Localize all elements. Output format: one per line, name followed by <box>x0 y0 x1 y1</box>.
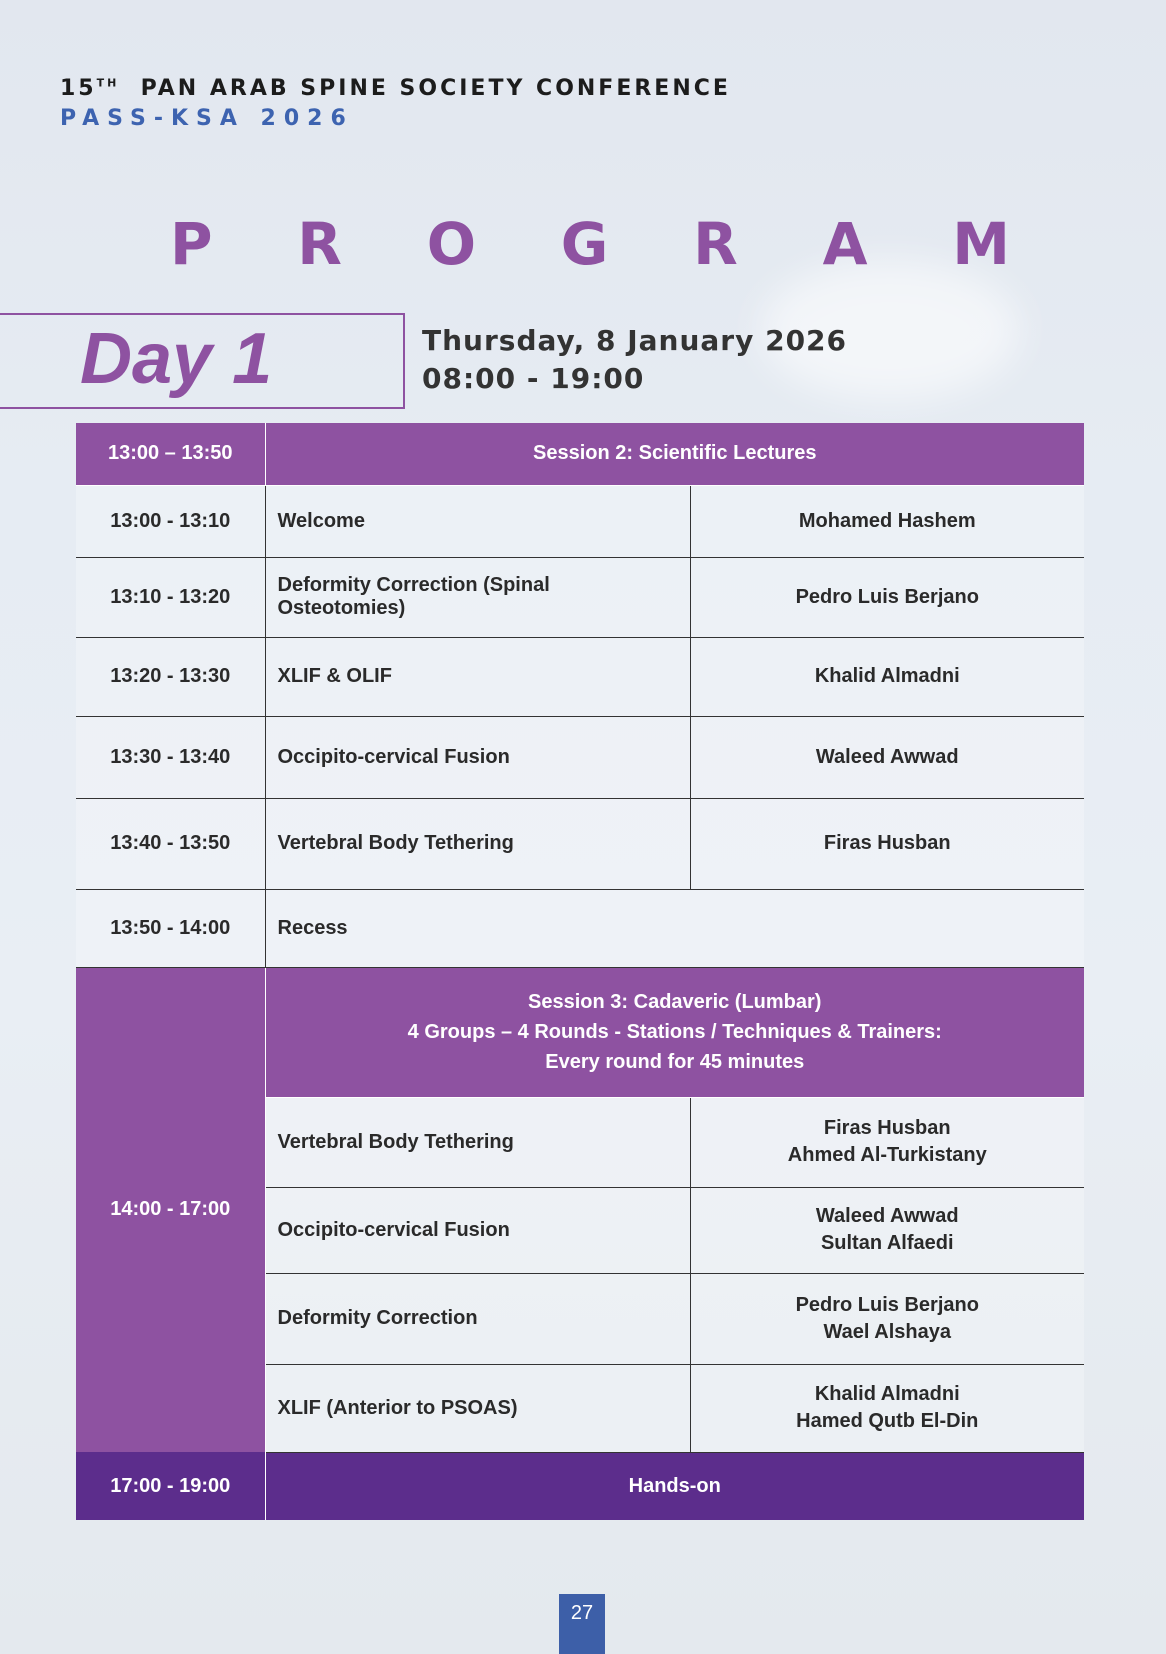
title-line: 4 Groups – 4 Rounds - Stations / Techniques & Trainers: <box>407 1021 942 1043</box>
time: 17:00 - 19:00 <box>76 1452 265 1520</box>
trainer: Pedro Luis Berjano <box>795 1293 979 1316</box>
letter: M <box>952 210 1010 278</box>
trainer: Hamed Qutb El-Din <box>796 1410 979 1432</box>
day-date <box>422 322 847 398</box>
table-row <box>76 716 1084 798</box>
trainers <box>690 1097 1084 1187</box>
time: 13:40 - 13:50 <box>76 798 265 889</box>
handson-row <box>76 1452 1084 1520</box>
trainer: Sultan Alfaedi <box>820 1232 954 1254</box>
trainers <box>690 1364 1084 1452</box>
table-row <box>76 557 1084 637</box>
day-label: Day 1 <box>80 319 273 399</box>
letter: G <box>560 210 609 278</box>
time: 13:00 – 13:50 <box>76 423 265 485</box>
topic: Deformity Correction <box>265 1273 690 1364</box>
letter: P <box>170 210 213 278</box>
conference-title: 15TH PAN ARAB SPINE SOCIETY CONFERENCE <box>60 76 731 101</box>
trainer: Waleed Awwad <box>815 1205 959 1227</box>
speaker: Mohamed Hashem <box>690 485 1084 557</box>
title-line: Every round for 45 minutes <box>545 1051 805 1073</box>
topic: Vertebral Body Tethering <box>265 1097 690 1187</box>
topic: Vertebral Body Tethering <box>265 798 690 889</box>
topic: Occipito-cervical Fusion <box>265 716 690 798</box>
time: 13:30 - 13:40 <box>76 716 265 798</box>
date: Thursday, 8 January 2026 <box>422 324 848 357</box>
speaker: Khalid Almadni <box>690 637 1084 716</box>
trainer: Wael Alshaya <box>823 1320 951 1343</box>
session-header-row <box>76 967 1084 1097</box>
letter: O <box>426 210 477 278</box>
title-line: Session 3: Cadaveric (Lumbar) <box>528 991 822 1013</box>
speaker: Pedro Luis Berjano <box>690 557 1084 637</box>
letter: A <box>822 210 868 278</box>
letter: R <box>693 210 738 278</box>
program-heading <box>170 210 1010 278</box>
table-row <box>76 798 1084 889</box>
time: 13:50 - 14:00 <box>76 889 265 967</box>
time: 14:00 - 17:00 <box>76 967 265 1452</box>
table-row <box>76 485 1084 557</box>
session-title <box>265 967 1084 1097</box>
time: 13:20 - 13:30 <box>76 637 265 716</box>
speaker: Waleed Awwad <box>690 716 1084 798</box>
topic: Occipito-cervical Fusion <box>265 1187 690 1273</box>
session-header-row <box>76 423 1084 485</box>
recess-row <box>76 889 1084 967</box>
recess-label: Recess <box>265 889 1084 967</box>
hours: 08:00 - 19:00 <box>422 362 645 395</box>
table-row <box>76 637 1084 716</box>
trainers <box>690 1187 1084 1273</box>
topic: Welcome <box>265 485 690 557</box>
letter: R <box>297 210 342 278</box>
trainer: Ahmed Al-Turkistany <box>787 1144 987 1166</box>
trainer: Firas Husban <box>823 1117 951 1139</box>
time: 13:00 - 13:10 <box>76 485 265 557</box>
schedule-table <box>76 423 1084 1520</box>
trainers <box>690 1273 1084 1364</box>
topic: XLIF (Anterior to PSOAS) <box>265 1364 690 1452</box>
page-number: 27 <box>559 1594 605 1654</box>
handson-label: Hands-on <box>265 1452 1084 1520</box>
topic: XLIF & OLIF <box>265 637 690 716</box>
trainer: Khalid Almadni <box>814 1383 960 1405</box>
session-title: Session 2: Scientific Lectures <box>265 423 1084 485</box>
time: 13:10 - 13:20 <box>76 557 265 637</box>
topic: Deformity Correction (Spinal Osteotomies) <box>265 557 690 637</box>
speaker: Firas Husban <box>690 798 1084 889</box>
conference-subtitle: PASS-KSA 2026 <box>60 106 354 131</box>
